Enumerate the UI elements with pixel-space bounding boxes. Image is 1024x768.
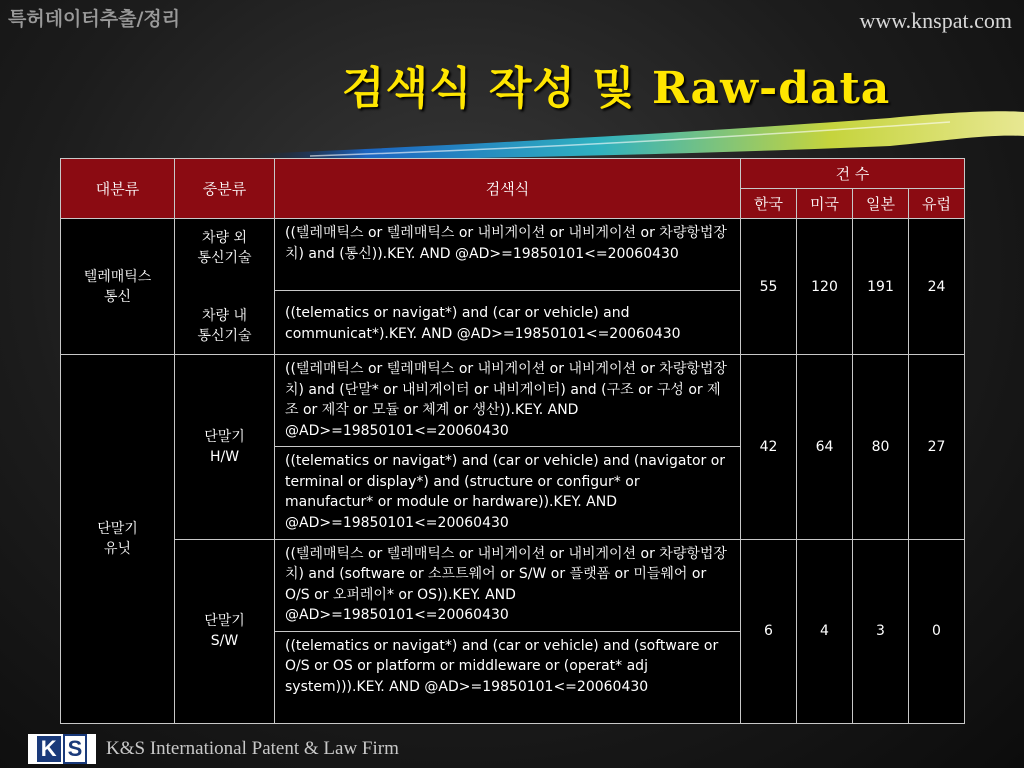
count-korea: 6 [741,539,797,723]
major-category-cell [61,219,175,355]
major-category-cell [61,355,175,724]
query-korean: ((텔레매틱스 or 텔레매틱스 or 내비게이션 or 내비게이션 or 차량항법장치) and (software or 소프트웨어 or S/W or 플랫폼 or 미들웨어 or O/S or 오퍼레이* or OS)).KEY. AND @AD>=19850101<=20060430 [275,539,741,631]
header-country-japan: 일본 [853,189,909,219]
middle-category-label: 차량 내 통신기술 [197,307,252,344]
count-korea: 42 [741,355,797,539]
count-europe: 0 [909,539,965,723]
count-japan: 191 [853,219,909,355]
query-english: ((telematics or navigat*) and (car or vehicle) and (software or O/S or OS or platform or middleware or (operat* adj system))).KEY. AND @AD>=19850101<=20060430 [275,631,741,723]
count-japan: 3 [853,539,909,723]
middle-category-cell [175,355,275,539]
header-search-query: 검색식 [275,159,741,219]
query-english: ((telematics or navigat*) and (car or vehicle) and communicat*).KEY. AND @AD>=19850101<=20060430 [275,291,741,355]
section-label: 특허데이터추출/정리 [8,8,181,30]
count-korea: 55 [741,219,797,355]
header-middle-category: 중분류 [175,159,275,219]
count-usa: 4 [797,539,853,723]
middle-category-label: 단말기 S/W [204,613,245,650]
header-country-usa: 미국 [797,189,853,219]
query-korean: ((텔레매틱스 or 텔레매틱스 or 내비게이션 or 내비게이션 or 차량항법장치) and (단말* or 내비게이터 or 내비게이터) and (구조 or 구성 or 제조 or 제작 or 모듈 or 체계 or 생산)).KEY. AND @AD>=19850101<=20060430 [275,355,741,447]
count-europe: 24 [909,219,965,355]
logo-letter-k: K [37,736,61,762]
count-usa: 64 [797,355,853,539]
logo-letter-s: S [63,734,88,764]
major-category-label: 단말기 유닛 [97,521,138,558]
middle-category-cell [175,219,275,355]
search-query-table [60,158,965,724]
middle-category-cell [175,539,275,723]
middle-category-label: 차량 외 통신기술 [197,229,252,266]
count-japan: 80 [853,355,909,539]
major-category-label: 텔레매틱스 통신 [83,268,152,305]
firm-logo [28,734,96,764]
query-korean: ((텔레매틱스 or 텔레매틱스 or 내비게이션 or 내비게이션 or 차량항법장치) and (통신)).KEY. AND @AD>=19850101<=20060430 [275,219,741,291]
firm-name: K&S International Patent & Law Firm [106,738,399,759]
count-europe: 27 [909,355,965,539]
middle-category-label: 단말기 H/W [204,428,245,465]
header-major-category: 대분류 [61,159,175,219]
header-country-korea: 한국 [741,189,797,219]
header-country-europe: 유럽 [909,189,965,219]
slide-title: 검색식 작성 및 Raw-data [342,63,891,114]
website-url: www.knspat.com [859,8,1012,33]
count-usa: 120 [797,219,853,355]
query-english: ((telematics or navigat*) and (car or vehicle) and (navigator or terminal or display*) and (structure or configur* or manufactur* or module or hardware)).KEY. AND @AD>=19850101<=20060430 [275,447,741,539]
header-count: 건 수 [741,159,965,189]
